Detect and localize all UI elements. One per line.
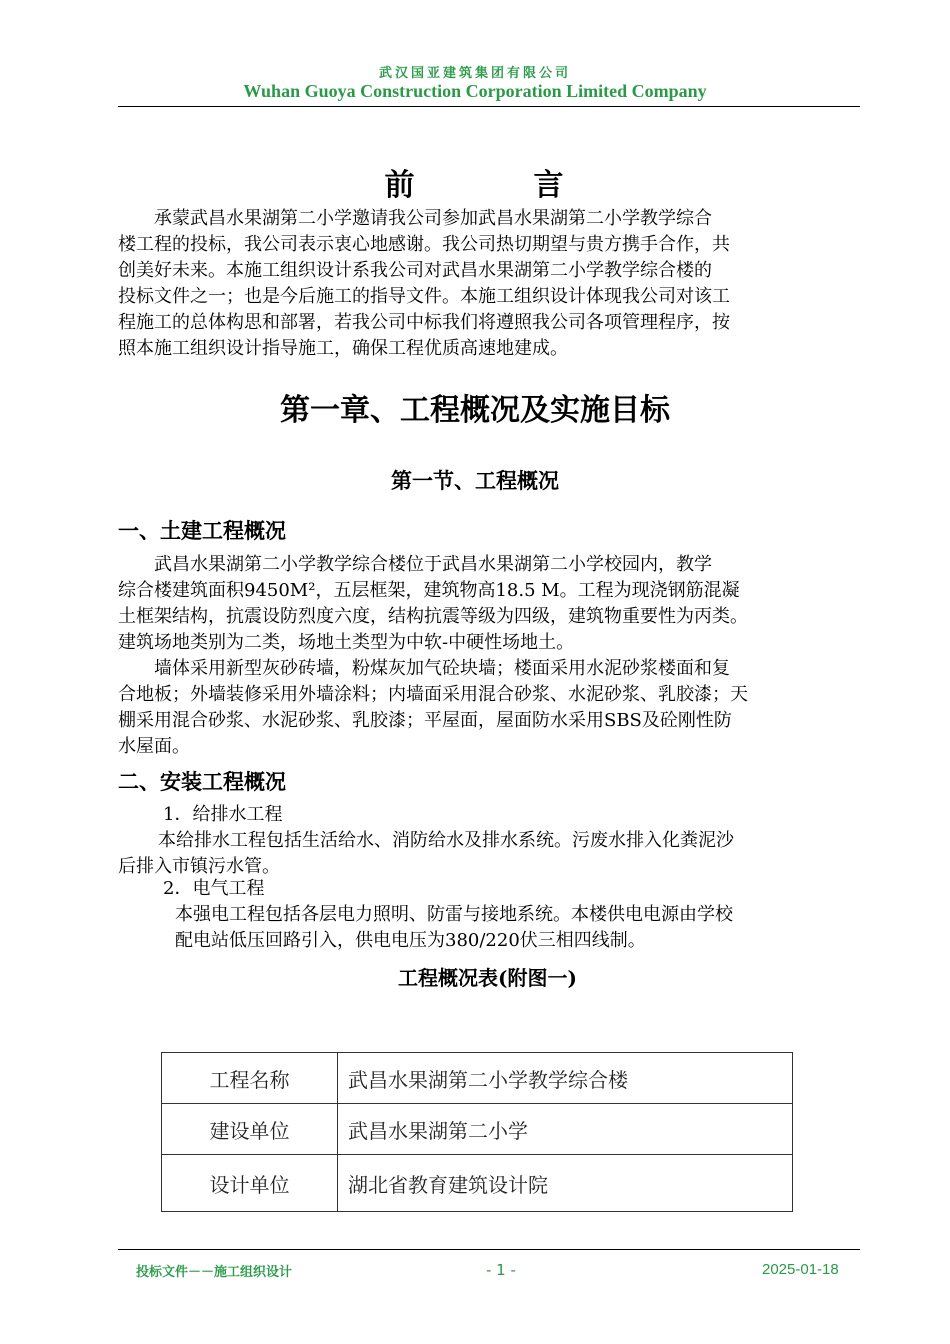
civil-line: 合地板；外墙装修采用外墙涂料；内墙面采用混合砂浆、水泥砂浆、乳胶漆；天 xyxy=(118,684,748,705)
install-item2-title: 2．电气工程 xyxy=(163,878,265,899)
install-item1-body xyxy=(118,828,863,880)
civil-line: 综合楼建筑面积9450M²，五层框架，建筑物高18.5 M。工程为现浇钢筋混凝 xyxy=(118,580,740,601)
table-key: 建设单位 xyxy=(162,1104,338,1155)
civil-line: 墙体采用新型灰砂砖墙，粉煤灰加气砼块墙；楼面采用水泥砂浆楼面和复 xyxy=(118,658,730,679)
civil-heading: 一、土建工程概况 xyxy=(118,518,286,543)
preface-body xyxy=(118,206,863,362)
table-value: 湖北省教育建筑设计院 xyxy=(338,1155,793,1212)
footer-doc-label: 投标文件－－施工组织设计 xyxy=(136,1265,293,1280)
civil-line: 棚采用混合砂浆、水泥砂浆、乳胶漆；平屋面，屋面防水采用SBS及砼刚性防 xyxy=(118,710,732,731)
footer-page-number: - 1 - xyxy=(486,1261,516,1279)
preface-title xyxy=(0,160,950,204)
preface-line: 照本施工组织设计指导施工，确保工程优质高速地建成。 xyxy=(118,338,568,359)
footer-date: 2025-01-18 xyxy=(762,1261,839,1278)
chapter-title: 第一章、工程概况及实施目标 xyxy=(280,393,670,428)
table-caption: 工程概况表(附图一) xyxy=(398,966,577,990)
civil-line: 武昌水果湖第二小学教学综合楼位于武昌水果湖第二小学校园内，教学 xyxy=(118,554,712,575)
table-value: 武昌水果湖第二小学 xyxy=(338,1104,793,1155)
install-item2-line: 本强电工程包括各层电力照明、防雷与接地系统。本楼供电电源由学校 xyxy=(175,904,733,925)
preface-line: 承蒙武昌水果湖第二小学邀请我公司参加武昌水果湖第二小学教学综合 xyxy=(118,208,712,229)
install-item1-title: 1．给排水工程 xyxy=(163,804,283,825)
header-company-cn: 武汉国亚建筑集团有限公司 xyxy=(378,66,571,81)
table-value: 武昌水果湖第二小学教学综合楼 xyxy=(338,1053,793,1104)
table-row xyxy=(162,1053,793,1104)
preface-line: 创美好未来。本施工组织设计系我公司对武昌水果湖第二小学教学综合楼的 xyxy=(118,260,712,281)
table-row xyxy=(162,1104,793,1155)
civil-line: 土框架结构，抗震设防烈度六度，结构抗震等级为四级，建筑物重要性为丙类。 xyxy=(118,606,748,627)
install-heading: 二、安装工程概况 xyxy=(118,769,286,794)
project-info-table xyxy=(161,1052,793,1212)
header-company-en: Wuhan Guoya Construction Corporation Limited Company xyxy=(243,81,707,101)
preface-title-char-1: 前 xyxy=(384,168,417,203)
footer-rule xyxy=(118,1249,860,1250)
install-item2-body xyxy=(175,902,865,954)
install-item1-line: 后排入市镇污水管。 xyxy=(118,856,280,877)
civil-body xyxy=(118,552,863,760)
install-item1-line: 本给排水工程包括生活给水、消防给水及排水系统。污废水排入化粪泥沙 xyxy=(158,830,734,851)
preface-line: 程施工的总体构思和部署，若我公司中标我们将遵照我公司各项管理程序，按 xyxy=(118,312,730,333)
civil-line: 建筑场地类别为二类，场地土类型为中软-中硬性场地土。 xyxy=(118,632,575,653)
preface-line: 楼工程的投标，我公司表示衷心地感谢。我公司热切期望与贵方携手合作，共 xyxy=(118,234,730,255)
table-key: 设计单位 xyxy=(162,1155,338,1212)
table-row xyxy=(162,1155,793,1212)
section-title: 第一节、工程概况 xyxy=(391,468,559,493)
preface-title-char-2: 言 xyxy=(533,168,566,203)
header-rule xyxy=(118,106,860,107)
table-key: 工程名称 xyxy=(162,1053,338,1104)
civil-line: 水屋面。 xyxy=(118,736,190,757)
install-item2-line: 配电站低压回路引入，供电电压为380/220伏三相四线制。 xyxy=(175,930,646,951)
preface-line: 投标文件之一；也是今后施工的指导文件。本施工组织设计体现我公司对该工 xyxy=(118,286,730,307)
